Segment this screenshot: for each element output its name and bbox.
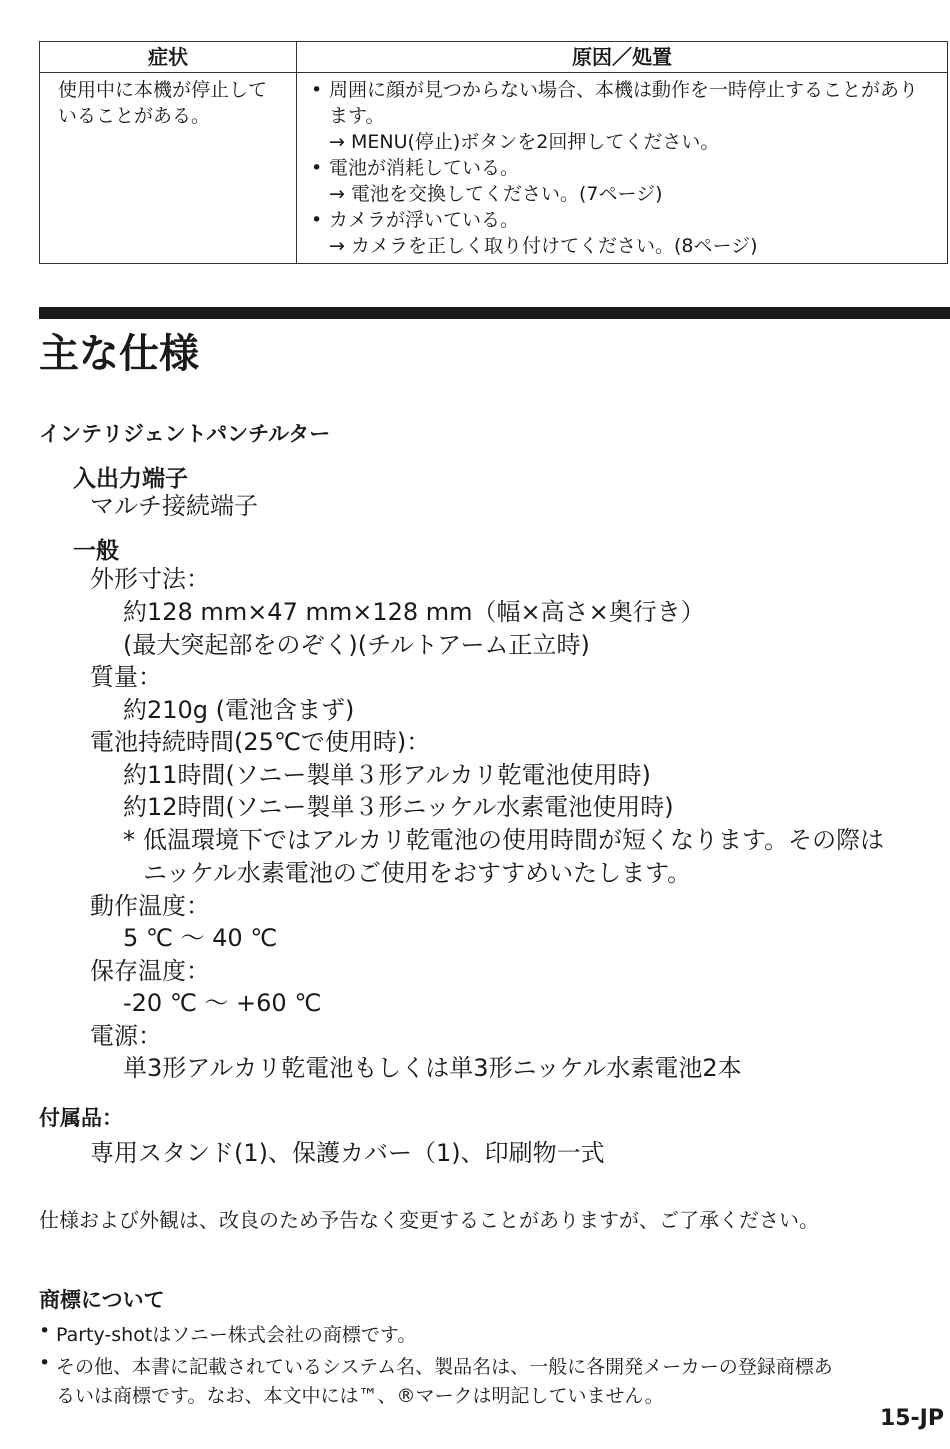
battery-life-label: 電池持続時間(25℃で使用時)： <box>90 728 431 756</box>
dimension-label: 外形寸法： <box>90 565 210 593</box>
storage-temp-label: 保存温度： <box>90 957 210 985</box>
bullet-mark: • <box>311 157 323 179</box>
cause-text: 周囲に顔が見つからない場合、本機は動作を一時停止することがあります。 <box>329 79 919 127</box>
action-text: → カメラを正しく取り付けてください。(8ページ) <box>329 235 758 257</box>
battery-note-line2: ニッケル水素電池のご使用をおすすめいたします。 <box>143 859 692 887</box>
note-mark: * <box>123 826 135 854</box>
trademark-item-2-line2: るいは商標です。なお、本文中には™、®マークは明記していません。 <box>56 1385 664 1407</box>
storage-temp-value: -20 ℃ ～ +60 ℃ <box>123 989 322 1017</box>
specification-notice: 仕様および外観は、改良のため予告なく変更することがありますが、ご了承ください。 <box>39 1208 819 1232</box>
cause-item <box>311 207 935 233</box>
dimension-note: (最大突起部をのぞく)(チルトアーム正立時) <box>123 631 590 659</box>
trademark-bullet: • <box>39 1320 51 1342</box>
cause-item <box>311 155 935 181</box>
cause-cell <box>297 73 948 264</box>
cause-text: 電池が消耗している。 <box>329 157 520 179</box>
operating-temp-label: 動作温度： <box>90 892 210 920</box>
cause-item <box>311 77 935 129</box>
bullet-mark: • <box>311 209 323 231</box>
battery-life-nimh: 約12時間(ソニー製単３形ニッケル水素電池使用時) <box>123 793 674 821</box>
symptom-cell: 使用中に本機が停止していることがある。 <box>40 73 297 264</box>
io-heading: 入出力端子 <box>73 466 188 492</box>
trademark-item-1: Party-shotはソニー株式会社の商標です。 <box>56 1324 417 1346</box>
dimension-value: 約128 mm×47 mm×128 mm（幅×高さ×奥行き） <box>123 598 705 626</box>
symptom-header: 症状 <box>40 42 297 73</box>
action-text: → 電池を交換してください。(7ページ) <box>329 183 663 205</box>
page-title: 主な仕様 <box>39 331 199 377</box>
action-text: → MENU(停止)ボタンを2回押してください。 <box>329 131 720 153</box>
page-number: 15-JP <box>879 1406 944 1431</box>
io-value: マルチ接続端子 <box>90 492 258 520</box>
mass-value: 約210g (電池含まず) <box>123 696 355 724</box>
table-header-row <box>40 42 948 73</box>
cause-header: 原因／処置 <box>297 42 948 73</box>
power-value: 単3形アルカリ乾電池もしくは単3形ニッケル水素電池2本 <box>123 1054 742 1082</box>
general-heading: 一般 <box>73 538 119 564</box>
accessories-heading: 付属品： <box>39 1106 123 1130</box>
trademark-bullet: • <box>39 1352 51 1374</box>
troubleshooting-table <box>39 41 948 264</box>
cause-text: カメラが浮いている。 <box>329 209 520 231</box>
section-divider-bar <box>39 307 950 319</box>
trademarks-heading: 商標について <box>39 1288 165 1312</box>
battery-life-alkaline: 約11時間(ソニー製単３形アルカリ乾電池使用時) <box>123 761 651 789</box>
accessories-value: 専用スタンド(1)、保護カバー（1)、印刷物一式 <box>90 1139 605 1167</box>
mass-label: 質量： <box>90 663 162 691</box>
trademark-item-2-line1: その他、本書に記載されているシステム名、製品名は、一般に各開発メーカーの登録商標あ <box>56 1356 833 1378</box>
bullet-mark: • <box>311 79 323 101</box>
power-label: 電源： <box>90 1022 162 1050</box>
operating-temp-value: 5 ℃ ～ 40 ℃ <box>123 924 278 952</box>
product-name: インテリジェントパンチルター <box>39 422 331 446</box>
battery-note-line1: 低温環境下ではアルカリ乾電池の使用時間が短くなります。その際は <box>143 826 885 854</box>
table-row <box>40 73 948 264</box>
